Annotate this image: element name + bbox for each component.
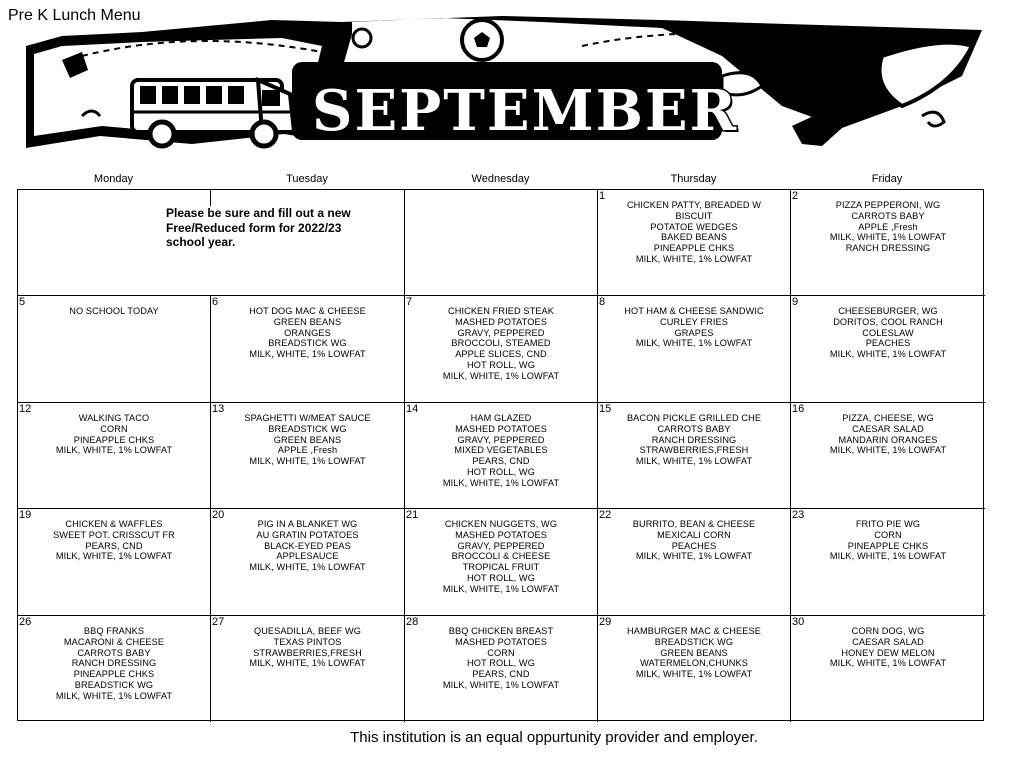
menu-item: MASHED POTATOES <box>455 423 547 434</box>
small-ball-icon <box>353 29 371 47</box>
day-cell <box>791 296 985 403</box>
day-cell <box>18 403 211 509</box>
menu-item: MASHED POTATOES <box>455 636 547 647</box>
menu-item: NO SCHOOL TODAY <box>69 306 159 316</box>
cell-divider <box>210 190 211 206</box>
day-cell <box>18 509 211 616</box>
menu-item: APPLE SLICES, CND <box>455 349 547 360</box>
day-number: 16 <box>792 403 805 415</box>
free-reduced-notice <box>166 206 376 250</box>
menu-items <box>791 626 985 669</box>
menu-item: STRAWBERRIES,FRESH <box>253 647 362 658</box>
menu-item: CARROTS BABY <box>851 210 925 221</box>
day-number: 19 <box>19 509 32 521</box>
menu-item: BAKED BEANS <box>661 232 727 243</box>
day-number: 1 <box>599 190 606 202</box>
menu-item: GRAVY, PEPPERED <box>457 434 545 445</box>
menu-calendar <box>17 189 984 721</box>
day-number: 15 <box>599 403 612 415</box>
menu-item: AU GRATIN POTATOES <box>256 529 359 540</box>
day-number: 21 <box>406 509 419 521</box>
menu-item: DORITOS, COOL RANCH <box>833 316 943 327</box>
menu-item: BREADSTICK WG <box>268 338 347 349</box>
day-number: 14 <box>406 403 419 415</box>
menu-items <box>18 519 210 562</box>
day-cell <box>598 616 791 722</box>
menu-item: HOT ROLL, WG <box>467 466 535 477</box>
day-cell <box>405 509 598 616</box>
day-cell <box>18 616 211 722</box>
menu-item: PEARS, CND <box>85 540 143 551</box>
menu-items <box>18 306 210 317</box>
menu-item: HOT DOG MAC & CHEESE <box>249 306 366 316</box>
day-number: 2 <box>792 190 799 202</box>
menu-item: GRAVY, PEPPERED <box>457 540 545 551</box>
menu-item: HOT ROLL, WG <box>467 572 535 583</box>
menu-item: PINEAPPLE CHKS <box>73 434 155 445</box>
menu-items <box>598 200 790 265</box>
menu-item: HONEY DEW MELON <box>841 647 935 658</box>
menu-item: WALKING TACO <box>78 413 150 423</box>
day-cell <box>598 190 791 296</box>
menu-item: BISCUIT <box>675 210 713 221</box>
menu-item: APPLE ,Fresh <box>858 221 918 232</box>
menu-item: CORN <box>100 423 128 434</box>
menu-item: MILK, WHITE, 1% LOWFAT <box>829 349 947 360</box>
day-cell <box>211 403 405 509</box>
menu-item: MASHED POTATOES <box>455 529 547 540</box>
menu-item: CHICKEN & WAFFLES <box>65 519 163 529</box>
menu-item: PIZZA PEPPERONI, WG <box>835 200 941 210</box>
menu-item: MANDARIN ORANGES <box>838 434 938 445</box>
day-cell <box>211 296 405 403</box>
menu-item: FRITO PIE WG <box>855 519 921 529</box>
day-number: 6 <box>212 296 219 308</box>
menu-item: CORN <box>874 529 902 540</box>
weekday-header: Monday <box>93 173 134 185</box>
menu-items <box>405 519 597 595</box>
day-number: 5 <box>19 296 26 308</box>
menu-item: MILK, WHITE, 1% LOWFAT <box>442 477 560 488</box>
menu-item: MILK, WHITE, 1% LOWFAT <box>635 253 753 264</box>
day-cell <box>211 509 405 616</box>
menu-item: MILK, WHITE, 1% LOWFAT <box>249 658 366 669</box>
day-cell <box>18 296 211 403</box>
menu-item: RANCH DRESSING <box>71 658 157 669</box>
menu-items <box>791 306 985 360</box>
menu-item: SWEET POT. CRISSCUT FR <box>53 529 175 540</box>
menu-item: BBQ FRANKS <box>83 626 145 636</box>
soccer-ball-icon <box>462 20 502 60</box>
day-number: 29 <box>599 616 612 628</box>
menu-item: CHICKEN NUGGETS, WG <box>444 519 558 529</box>
menu-item: PINEAPPLE CHKS <box>653 243 735 254</box>
menu-item: MILK, WHITE, 1% LOWFAT <box>635 669 753 680</box>
menu-item: CARROTS BABY <box>657 423 731 434</box>
free-reduced-notice-cell <box>18 190 405 296</box>
menu-items <box>791 519 985 562</box>
menu-item: MILK, WHITE, 1% LOWFAT <box>249 562 366 573</box>
menu-item: ORANGES <box>284 327 331 338</box>
menu-item: MILK, WHITE, 1% LOWFAT <box>829 658 947 669</box>
menu-item: CORN DOG, WG <box>851 626 925 636</box>
notice-line: Free/Reduced form for 2022/23 <box>166 220 342 235</box>
menu-items <box>18 413 210 456</box>
day-cell <box>405 190 598 296</box>
day-number: 22 <box>599 509 612 521</box>
menu-items <box>791 413 985 456</box>
day-number: 27 <box>212 616 225 628</box>
weekday-header-row <box>17 173 984 189</box>
menu-items <box>598 306 790 349</box>
menu-item: BACON PICKLE GRILLED CHE <box>626 413 762 423</box>
day-cell <box>791 616 985 722</box>
menu-item: PIG IN A BLANKET WG <box>257 519 358 529</box>
menu-item: COLESLAW <box>862 327 914 338</box>
menu-item: CORN <box>487 647 515 658</box>
swirl-decoration <box>922 112 944 126</box>
menu-items <box>211 306 404 360</box>
menu-item: MASHED POTATOES <box>455 316 547 327</box>
day-number: 8 <box>599 296 606 308</box>
menu-item: CAESAR SALAD <box>852 636 924 647</box>
menu-item: PINEAPPLE CHKS <box>847 540 929 551</box>
menu-item: MILK, WHITE, 1% LOWFAT <box>442 583 560 594</box>
day-number: 28 <box>406 616 419 628</box>
menu-item: BURRITO, BEAN & CHEESE <box>632 519 756 529</box>
menu-item: PEACHES <box>865 338 911 349</box>
menu-item: PEARS, CND <box>472 669 530 680</box>
weekday-header: Thursday <box>670 173 717 185</box>
menu-item: BBQ CHICKEN BREAST <box>448 626 554 636</box>
menu-item: WATERMELON,CHUNKS <box>640 658 748 669</box>
menu-item: MILK, WHITE, 1% LOWFAT <box>55 690 173 701</box>
menu-items <box>18 626 210 702</box>
weekday-header: Tuesday <box>286 173 328 185</box>
banner-month-title: SEPTEMBER <box>312 78 739 144</box>
menu-item: MILK, WHITE, 1% LOWFAT <box>829 551 947 562</box>
nondiscrimination-footer: This institution is an equal oppurtunity provider and employer. <box>350 729 758 746</box>
menu-item: CHEESEBURGER, WG <box>838 306 938 316</box>
menu-items <box>405 626 597 691</box>
menu-item: MACARONI & CHEESE <box>63 636 165 647</box>
menu-item: MILK, WHITE, 1% LOWFAT <box>635 551 753 562</box>
menu-item: HOT ROLL, WG <box>467 658 535 669</box>
menu-item: CHICKEN FRIED STEAK <box>447 306 555 316</box>
menu-item: RANCH DRESSING <box>845 243 931 254</box>
day-cell <box>405 616 598 722</box>
menu-item: CAESAR SALAD <box>852 423 924 434</box>
menu-item: HAM GLAZED <box>470 413 532 423</box>
menu-items <box>405 306 597 382</box>
menu-item: HOT ROLL, WG <box>467 359 535 370</box>
menu-item: MILK, WHITE, 1% LOWFAT <box>635 338 753 349</box>
day-cell <box>405 296 598 403</box>
menu-item: STRAWBERRIES,FRESH <box>639 445 749 456</box>
menu-items <box>211 413 404 467</box>
menu-item: MILK, WHITE, 1% LOWFAT <box>635 456 753 467</box>
menu-item: BROCCOLI & CHEESE <box>451 551 551 562</box>
menu-item: MILK, WHITE, 1% LOWFAT <box>442 370 560 381</box>
menu-item: MEXICALI CORN <box>657 529 731 540</box>
notice-line: Please be sure and fill out a new <box>166 206 351 220</box>
september-banner <box>22 16 986 156</box>
menu-item: TEXAS PINTOS <box>273 636 342 647</box>
menu-item: GRAVY, PEPPERED <box>457 327 545 338</box>
menu-item: GREEN BEANS <box>660 647 728 658</box>
menu-items <box>405 413 597 489</box>
menu-items <box>211 626 404 669</box>
day-number: 7 <box>406 296 413 308</box>
day-cell <box>598 296 791 403</box>
menu-item: MILK, WHITE, 1% LOWFAT <box>829 445 947 456</box>
menu-item: BREADSTICK WG <box>268 423 347 434</box>
day-number: 13 <box>212 403 225 415</box>
menu-item: MILK, WHITE, 1% LOWFAT <box>249 349 366 360</box>
menu-item: GREEN BEANS <box>273 316 342 327</box>
menu-items <box>598 519 790 562</box>
day-cell <box>598 403 791 509</box>
day-cell <box>211 616 405 722</box>
menu-item: CHICKEN PATTY, BREADED W <box>626 200 762 210</box>
menu-item: BREADSTICK WG <box>74 679 154 690</box>
menu-item: MILK, WHITE, 1% LOWFAT <box>249 456 366 467</box>
menu-item: RANCH DRESSING <box>651 434 737 445</box>
day-number: 9 <box>792 296 799 308</box>
menu-item: APPLE ,Fresh <box>277 445 338 456</box>
menu-item: MILK, WHITE, 1% LOWFAT <box>442 679 560 690</box>
menu-items <box>598 413 790 467</box>
day-cell <box>791 403 985 509</box>
menu-item: APPLESAUCE <box>276 551 339 562</box>
menu-item: PINEAPPLE CHKS <box>73 669 155 680</box>
day-number: 26 <box>19 616 32 628</box>
menu-item: MILK, WHITE, 1% LOWFAT <box>55 445 173 456</box>
day-cell <box>598 509 791 616</box>
menu-item: CURLEY FRIES <box>660 316 728 327</box>
menu-item: TROPICAL FRUIT <box>462 562 540 573</box>
menu-item: POTATOE WEDGES <box>650 221 738 232</box>
menu-item: QUESADILLA, BEEF WG <box>253 626 362 636</box>
menu-item: GRAPES <box>674 327 714 338</box>
menu-item: SPAGHETTI W/MEAT SAUCE <box>244 413 371 423</box>
menu-item: BREADSTICK WG <box>654 636 734 647</box>
menu-item: PEARS, CND <box>472 456 530 467</box>
menu-item: GREEN BEANS <box>273 434 342 445</box>
weekday-header: Wednesday <box>471 173 530 185</box>
menu-item: MILK, WHITE, 1% LOWFAT <box>829 232 947 243</box>
menu-item: MIXED VEGETABLES <box>454 445 548 456</box>
notice-line: school year. <box>166 235 236 249</box>
day-number: 30 <box>792 616 805 628</box>
weekday-header: Friday <box>871 173 903 185</box>
menu-items <box>211 519 404 573</box>
day-number: 23 <box>792 509 805 521</box>
day-number: 12 <box>19 403 32 415</box>
menu-items <box>791 200 985 254</box>
day-cell <box>791 509 985 616</box>
menu-item: HAMBURGER MAC & CHEESE <box>627 626 761 636</box>
day-cell <box>405 403 598 509</box>
menu-item: PEACHES <box>671 540 717 551</box>
day-cell <box>791 190 985 296</box>
menu-item: BLACK-EYED PEAS <box>264 540 351 551</box>
menu-item: BROCCOLI, STEAMED <box>451 338 551 349</box>
menu-item: HOT HAM & CHEESE SANDWIC <box>624 306 764 316</box>
menu-item: PIZZA, CHEESE, WG <box>842 413 934 423</box>
menu-items <box>598 626 790 680</box>
page-title: Pre K Lunch Menu <box>8 7 141 24</box>
day-number: 20 <box>212 509 225 521</box>
menu-item: CARROTS BABY <box>77 647 151 658</box>
menu-item: MILK, WHITE, 1% LOWFAT <box>55 551 173 562</box>
